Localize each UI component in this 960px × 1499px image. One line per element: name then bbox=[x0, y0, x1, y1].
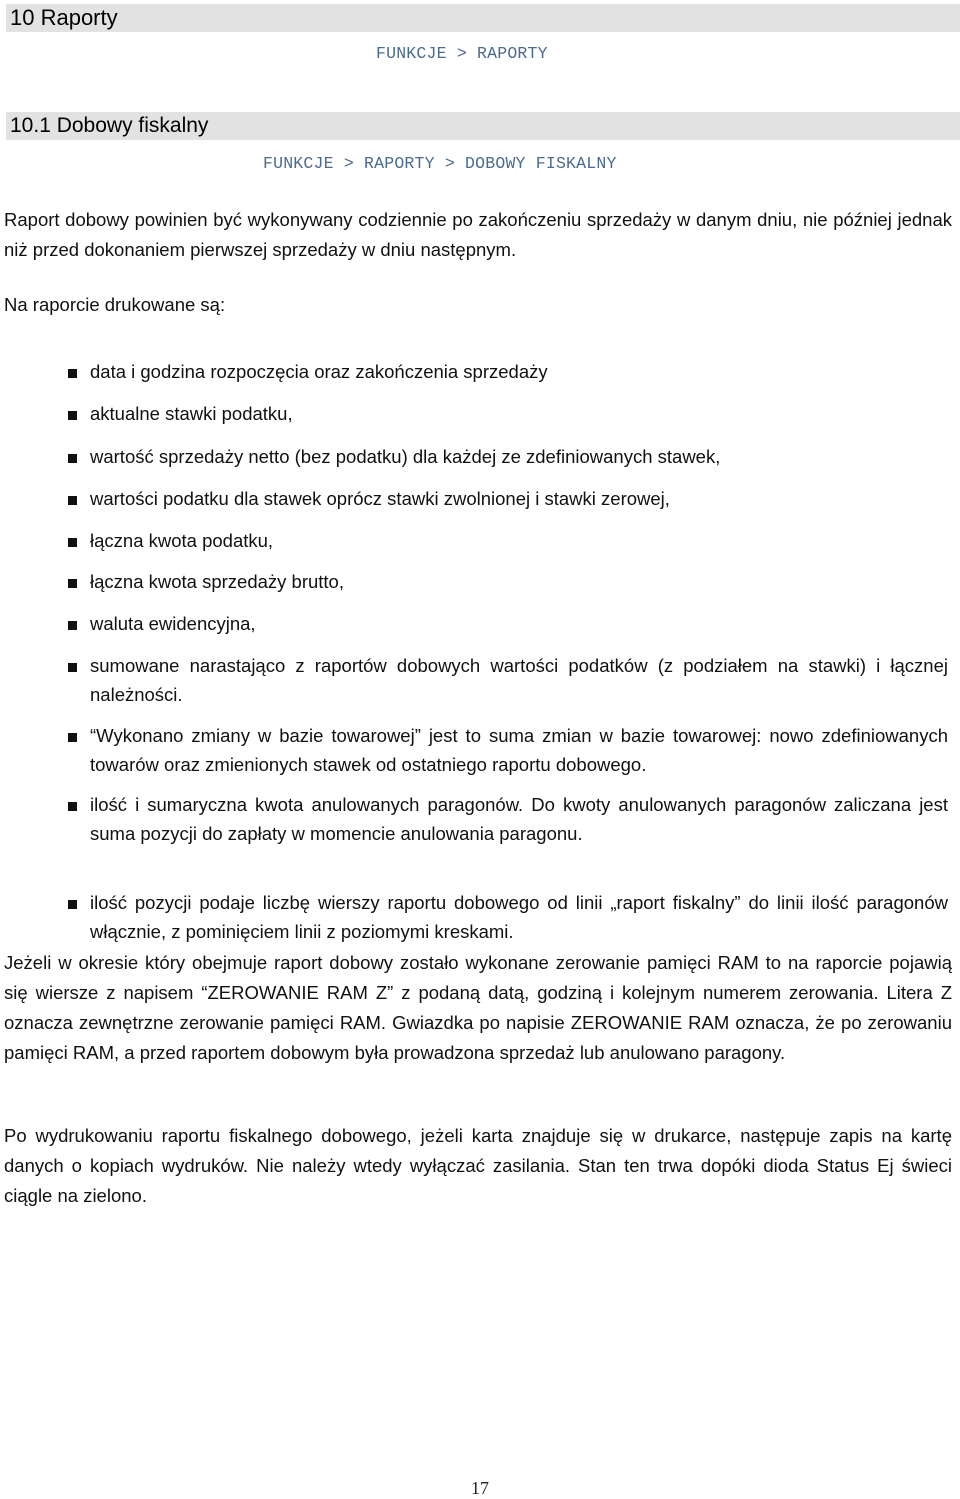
bullet-icon bbox=[68, 733, 77, 742]
list-item: waluta ewidencyjna, bbox=[90, 609, 948, 638]
bullet-icon bbox=[68, 802, 77, 811]
list-item: łączna kwota podatku, bbox=[90, 526, 948, 555]
bullet-icon bbox=[68, 663, 77, 672]
list-item: wartość sprzedaży netto (bez podatku) dla każdej ze zdefiniowanych stawek, bbox=[90, 442, 948, 471]
bullet-icon bbox=[68, 579, 77, 588]
subsection-heading bbox=[6, 112, 960, 140]
bullet-icon bbox=[68, 411, 77, 420]
bullet-icon bbox=[68, 369, 77, 378]
list-item: ilość pozycji podaje liczbę wierszy raportu dobowego od linii „raport fiskalny” do linii ilość paragonów włącznie, z pominięciem linii z poziomymi kreskami. bbox=[90, 888, 948, 946]
list-item: łączna kwota sprzedaży brutto, bbox=[90, 567, 948, 596]
bullet-icon bbox=[68, 496, 77, 505]
menu-path: FUNKCJE > RAPORTY bbox=[376, 44, 548, 63]
list-item: aktualne stawki podatku, bbox=[90, 399, 948, 428]
bullet-icon bbox=[68, 621, 77, 630]
list-item: ilość i sumaryczna kwota anulowanych paragonów. Do kwoty anulowanych paragonów zaliczana jest suma pozycji do zapłaty w momencie anulowania paragonu. bbox=[90, 790, 948, 848]
bullet-icon bbox=[68, 900, 77, 909]
list-item: “Wykonano zmiany w bazie towarowej” jest to suma zmian w bazie towarowej: nowo zdefiniowanych towarów oraz zmienionych stawek od ostatniego raportu dobowego. bbox=[90, 721, 948, 779]
submenu-path: FUNKCJE > RAPORTY > DOBOWY FISKALNY bbox=[263, 154, 617, 173]
section-heading bbox=[6, 4, 960, 32]
intro-paragraph: Raport dobowy powinien być wykonywany codziennie po zakończeniu sprzedaży w danym dniu, nie później jednak niż przed dokonaniem pierwszej sprzedaży w dniu następnym. bbox=[4, 209, 952, 260]
list-item: sumowane narastająco z raportów dobowych wartości podatków (z podziałem na stawki) i łącznej należności. bbox=[90, 651, 948, 709]
bullet-icon bbox=[68, 538, 77, 547]
subsection-title: 10.1 Dobowy fiskalny bbox=[10, 114, 209, 137]
list-lead: Na raporcie drukowane są: bbox=[4, 294, 226, 315]
list-item: wartości podatku dla stawek oprócz stawki zwolnionej i stawki zerowej, bbox=[90, 484, 948, 513]
after-print-paragraph: Po wydrukowaniu raportu fiskalnego dobowego, jeżeli karta znajduje się w drukarce, następuje zapis na kartę danych o kopiach wydruków. Nie należy wtedy wyłączać zasilania. Stan ten trwa dopóki dioda Status Ej świeci ciągle na zielono. bbox=[4, 1125, 952, 1206]
bullet-icon bbox=[68, 454, 77, 463]
page-number: 17 bbox=[471, 1478, 489, 1498]
list-item: data i godzina rozpoczęcia oraz zakończenia sprzedaży bbox=[90, 357, 948, 386]
zeroing-paragraph: Jeżeli w okresie który obejmuje raport dobowy zostało wykonane zerowanie pamięci RAM to na raporcie pojawią się wiersze z napisem “ZEROWANIE RAM Z” z podaną datą, godziną i kolejnym numerem zerowania. Litera Z oznacza zewnętrzne zerowanie pamięci RAM. Gwiazdka po napisie ZEROWANIE RAM oznacza, że po zerowaniu pamięci RAM, a przed raportem dobowym była prowadzona sprzedaż lub anulowano paragony. bbox=[4, 952, 952, 1063]
section-title: 10 Raporty bbox=[10, 5, 118, 30]
